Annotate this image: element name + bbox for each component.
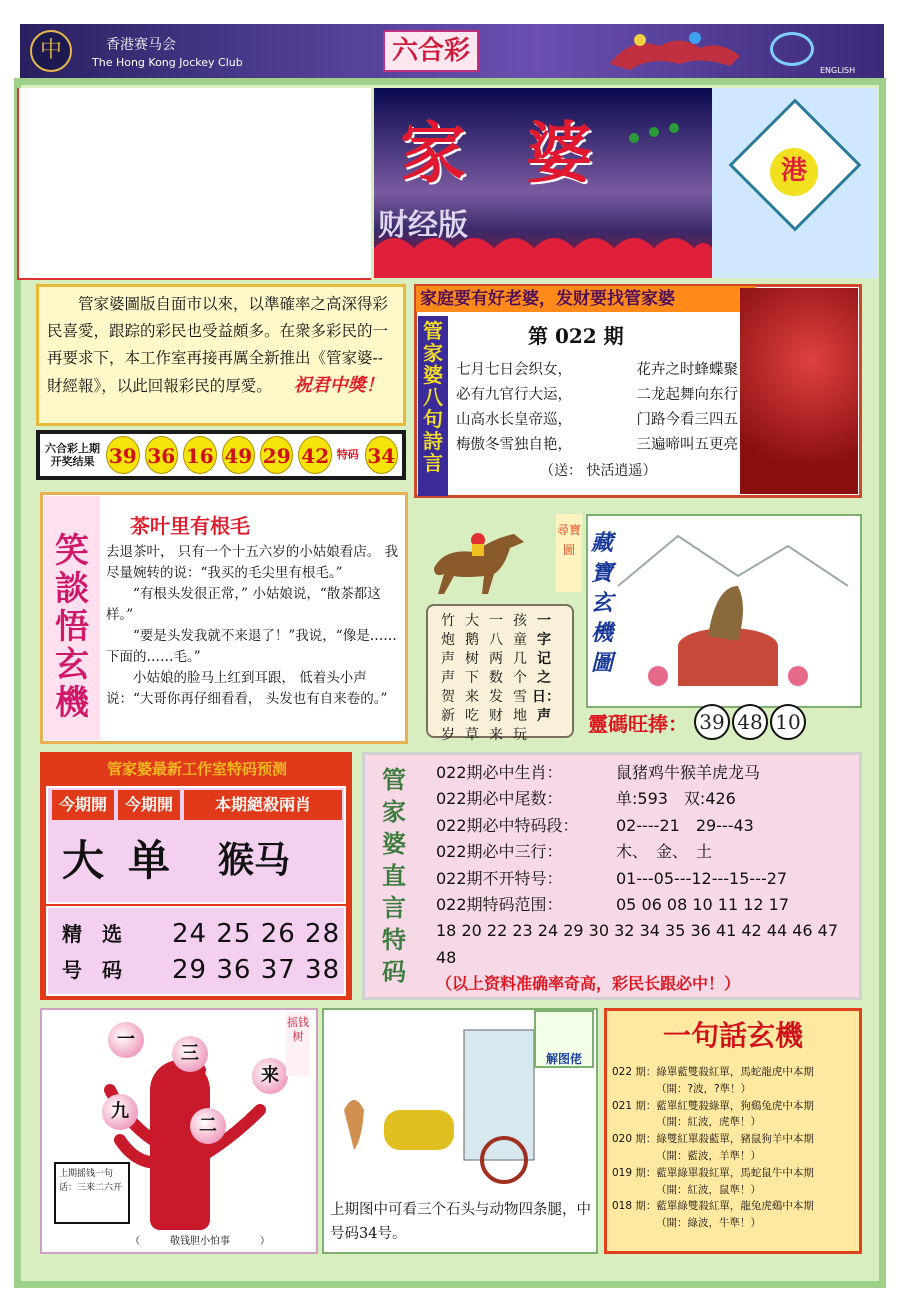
pred-kill: 猴马 — [218, 839, 291, 881]
special-label: 特码 — [336, 448, 359, 461]
treasure-tag: 尋寶圖 — [556, 514, 582, 592]
direct-row: 022期特码范围： 05 06 08 10 11 12 17 — [436, 895, 790, 915]
one-sentence-list — [612, 1064, 860, 1232]
money-tree-caption: （ 敬钱胆小怕事 ） — [130, 1236, 270, 1247]
lucky-number: 39 — [694, 704, 730, 740]
direct-words-body — [436, 760, 856, 998]
bride-image — [740, 288, 858, 494]
pred-header: 本期絕殺兩肖 — [184, 790, 342, 820]
result-ball: 36 — [145, 436, 178, 474]
lucky-label: 靈碼旺捧： — [588, 711, 688, 736]
lucky-number: 10 — [770, 704, 806, 740]
lucky-number: 48 — [732, 704, 768, 740]
pred-header: 今期開 — [118, 790, 180, 820]
tree-trunk — [150, 1060, 210, 1230]
club-name-en[interactable]: The Hong Kong Jockey Club — [92, 56, 243, 69]
direct-row: 022期必中三行： 木、 金、 土 — [436, 842, 713, 862]
last-issue-box: 上期摇钱一句话：三来二六开 — [54, 1162, 130, 1224]
direct-row: 022期必中尾数： 单:593 双:426 — [436, 789, 736, 809]
poem-line: 必有九官行大运， 二龙起舞向东行 — [456, 387, 738, 403]
money-tree-tag: 摇钱树 — [286, 1012, 310, 1076]
direct-words-footer: （以上资料准确率奇高，彩民长跟必中！） — [436, 974, 741, 994]
peach: 三 — [172, 1036, 208, 1072]
pred-header: 今期開 — [52, 790, 114, 820]
joke-body: 去退茶叶， 只有一个十五六岁的小姑娘看店。 我尽量婉转的说：“我买的毛尖里有根毛。” “有根头发很正常，” 小姑娘说，“散茶都这样。” “要是头发我就不来退了！”我说，“像是……下面的……毛。” 小姑娘的脸马上红到耳跟， 低着头小声说：“大哥你再仔细看看， 头发也有自来卷的。” — [106, 544, 399, 707]
pred-single: 单 — [128, 836, 171, 885]
joke-side-title: 笑談悟玄機 — [44, 496, 100, 740]
picked-label: 精选号码 — [62, 922, 142, 982]
puzzle-solver-badge: 解图佬 — [534, 1010, 594, 1068]
direct-row: 022期不开特号： 01---05---12---15---27 — [436, 868, 788, 888]
treasure-title: 藏寶玄機圖 — [590, 530, 613, 676]
pred-big: 大 — [62, 836, 105, 885]
lucky-numbers — [588, 704, 806, 740]
one-sentence-item: 020 期：綠雙紅單殺藍單，豬鼠狗羊中本期 （開：藍波，羊準！） — [612, 1133, 814, 1162]
racing-horses-image — [600, 26, 750, 76]
peach: 一 — [108, 1022, 144, 1058]
result-ball: 42 — [298, 436, 331, 474]
one-sentence-item: 022 期：綠單藍雙殺紅單，馬蛇龍虎中本期 （開：?波，?準！） — [612, 1066, 814, 1095]
poem-lines — [456, 358, 738, 458]
poem-line: 七月七日会织女， 花卉之时蜂蝶聚 — [456, 362, 738, 378]
direct-row: 022期必中生肖： 鼠猪鸡牛猴羊虎龙马 — [436, 763, 761, 782]
english-link[interactable]: ENGLISH — [820, 66, 856, 75]
riddle-col: 一八两数发财来 — [489, 613, 503, 743]
club-name-cn[interactable]: 香港赛马会 — [106, 37, 176, 53]
poem-gift: （送： 快活逍遥） — [540, 463, 657, 479]
result-ball: 39 — [106, 436, 139, 474]
jockey-club-logo[interactable]: 中 — [30, 30, 72, 72]
prediction-title: 管家婆最新工作室特码预测 — [106, 760, 287, 778]
one-sentence-item: 018 期：藍單綠雙殺紅單，龍兔虎鷄中本期 （開：綠波，牛準！） — [612, 1200, 814, 1230]
peach: 来 — [252, 1058, 288, 1094]
intro-text: 管家婆圖版自面市以來，以準確率之高深得彩民喜愛，跟踪的彩民也受益頗多。在衆多彩民的一再要求下，本工作室再接再厲全新推出《管家婆--財經報》，以此回報彩民的厚愛。 祝君中獎！ — [36, 284, 406, 426]
direct-row: 022期必中特码段： 02----21 29---43 — [436, 815, 754, 835]
result-ball: 16 — [183, 436, 216, 474]
peach: 二 — [190, 1108, 226, 1144]
one-sentence-title: 一句話玄機 — [662, 1019, 803, 1052]
riddle-col: 竹炮声声贺新岁 — [441, 613, 455, 743]
direct-words-title: 管家婆直言特码 — [382, 765, 406, 986]
intro-blessing: 祝君中獎！ — [293, 375, 384, 396]
riddle-key: 一字记之日：声 — [532, 613, 560, 724]
joke-title: 茶叶里有根毛 — [130, 514, 250, 538]
poem-line: 梅傲冬雪独自艳， 三遍啼叫五更亮 — [456, 437, 738, 453]
result-ball: 29 — [260, 436, 293, 474]
blank-panel — [17, 88, 371, 280]
puzzle-caption: 上期图中可看三个石头与动物四条腿，中号码34号。 — [330, 1202, 591, 1242]
poem-line: 山高水长皇帝巡， 门路今看三四五 — [456, 412, 738, 428]
result-ball: 49 — [222, 436, 255, 474]
emblem-gang: 港 — [770, 148, 818, 196]
banner-title: 家婆 — [400, 114, 652, 192]
riddle-col: 孩童几个雪地玩 — [513, 613, 527, 743]
peach: 九 — [102, 1094, 138, 1130]
one-sentence-item: 021 期：藍單紅雙殺綠單，狗鷄兔虎中本期 （開：紅波，虎準！） — [612, 1099, 814, 1129]
english-logo-icon[interactable] — [770, 32, 814, 66]
racehorse-icon — [424, 518, 534, 598]
mark-six-link[interactable]: 六合彩 — [383, 30, 479, 72]
prediction-grid — [46, 786, 346, 904]
treasure-picture — [586, 514, 862, 708]
riddle-columns — [436, 612, 560, 745]
one-sentence-item: 019 期：藍單綠單殺紅單，馬蛇鼠牛中本期 （開：紅波，鼠準！） — [612, 1166, 814, 1196]
last-result — [36, 430, 406, 480]
banner-subtitle: 财经版 — [378, 208, 468, 243]
poem-heading: 家庭要有好老婆，发财要找管家婆 — [416, 286, 756, 312]
issue-number: 第 022 期 — [528, 324, 624, 348]
range-continued: 18 20 22 23 24 29 30 32 34 35 36 41 42 44 46 47 48 — [436, 921, 839, 967]
poem-side-title: 管家婆八句詩言 — [418, 316, 448, 496]
riddle-col: 大鹅树下来吃草 — [465, 613, 479, 743]
picked-values: 24 25 26 28 29 36 37 38 — [172, 919, 341, 985]
result-label: 六合彩上期开奖结果 — [45, 442, 101, 468]
special-ball: 34 — [365, 436, 398, 474]
picked-numbers — [46, 906, 346, 996]
